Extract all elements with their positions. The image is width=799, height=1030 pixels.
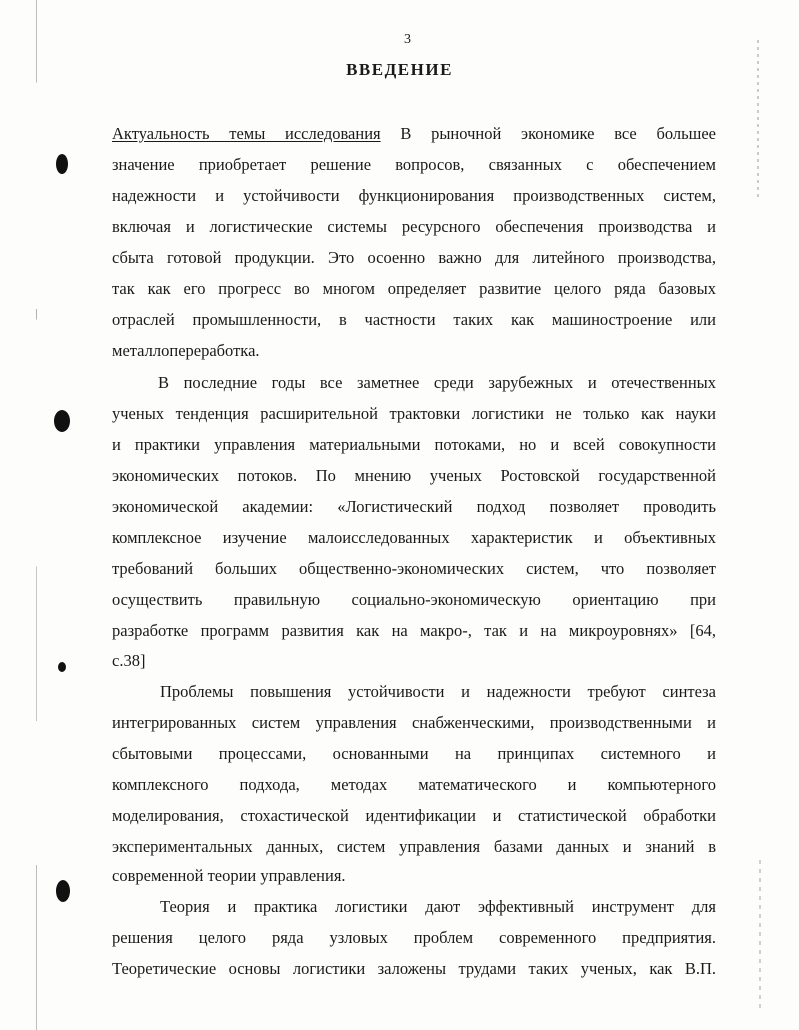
paragraph-line: моделирования, стохастической идентификации и статистической обработки — [112, 806, 716, 825]
paragraph-line: экономических потоков. По мнению ученых Ростовской государственной — [112, 466, 716, 485]
paragraph-line: Проблемы повышения устойчивости и надежности требуют синтеза — [160, 682, 716, 701]
paragraph-line: Теория и практика логистики дают эффективный инструмент для — [160, 897, 716, 916]
paragraph-line: Актуальность темы исследования В рыночной экономике все большее — [112, 124, 717, 143]
paragraph-line: сбытовыми процессами, основанными на принципах системного и — [112, 744, 716, 763]
paragraph-line: так как его прогресс во многом определяет развитие целого ряда базовых — [112, 279, 716, 298]
paragraph-line: сбыта готовой продукции. Это осоенно важно для литейного производства, — [112, 248, 716, 267]
binder-hole-mark — [56, 154, 68, 174]
paragraph-line: разработке программ развития как на макро-, так и на микроуровнях» [64, — [112, 621, 716, 640]
paragraph-line: осуществить правильную социально-экономическую ориентацию при — [112, 590, 716, 609]
paragraph-line: значение приобретает решение вопросов, связанных с обеспечением — [112, 155, 716, 174]
paragraph-line: с.38] — [112, 651, 146, 670]
page-title: ВВЕДЕНИЕ — [346, 60, 453, 79]
page-number: 3 — [404, 32, 411, 47]
section-lead: Актуальность темы исследования — [112, 124, 381, 143]
paragraph-line: современной теории управления. — [112, 866, 346, 885]
scan-edge-left — [36, 0, 37, 1030]
paragraph-line: решения целого ряда узловых проблем современного предприятия. — [112, 928, 716, 947]
paragraph-line: комплексного подхода, методах математического и компьютерного — [112, 775, 716, 794]
paragraph-line: интегрированных систем управления снабженческими, производственными и — [112, 713, 716, 732]
paragraph-line: требований больших общественно-экономических систем, что позволяет — [112, 559, 716, 578]
binder-hole-mark — [58, 662, 66, 672]
paragraph-line: комплексное изучение малоисследованных характеристик и объективных — [112, 528, 716, 547]
paragraph-line: В последние годы все заметнее среди зарубежных и отечественных — [158, 373, 716, 392]
paragraph-line: надежности и устойчивости функционирования производственных систем, — [112, 186, 716, 205]
paragraph-line: и практики управления материальными потоками, но и всей совокупности — [112, 435, 716, 454]
paragraph-line: экспериментальных данных, систем управления базами данных и знаний в — [112, 837, 716, 856]
paragraph-line: Теоретические основы логистики заложены трудами таких ученых, как В.П. — [112, 959, 716, 978]
paragraph-line: металлопереработка. — [112, 341, 260, 360]
paragraph-line: отраслей промышленности, в частности таких как машиностроение или — [112, 310, 716, 329]
paragraph-line: ученых тенденция расширительной трактовки логистики не только как науки — [112, 404, 716, 423]
scan-edge-right-lower — [759, 860, 761, 1010]
paragraph-line: экономической академии: «Логистический подход позволяет проводить — [112, 497, 716, 516]
binder-hole-mark — [56, 880, 70, 902]
paragraph-line: включая и логистические системы ресурсного обеспечения производства и — [112, 217, 716, 236]
binder-hole-mark — [54, 410, 70, 432]
